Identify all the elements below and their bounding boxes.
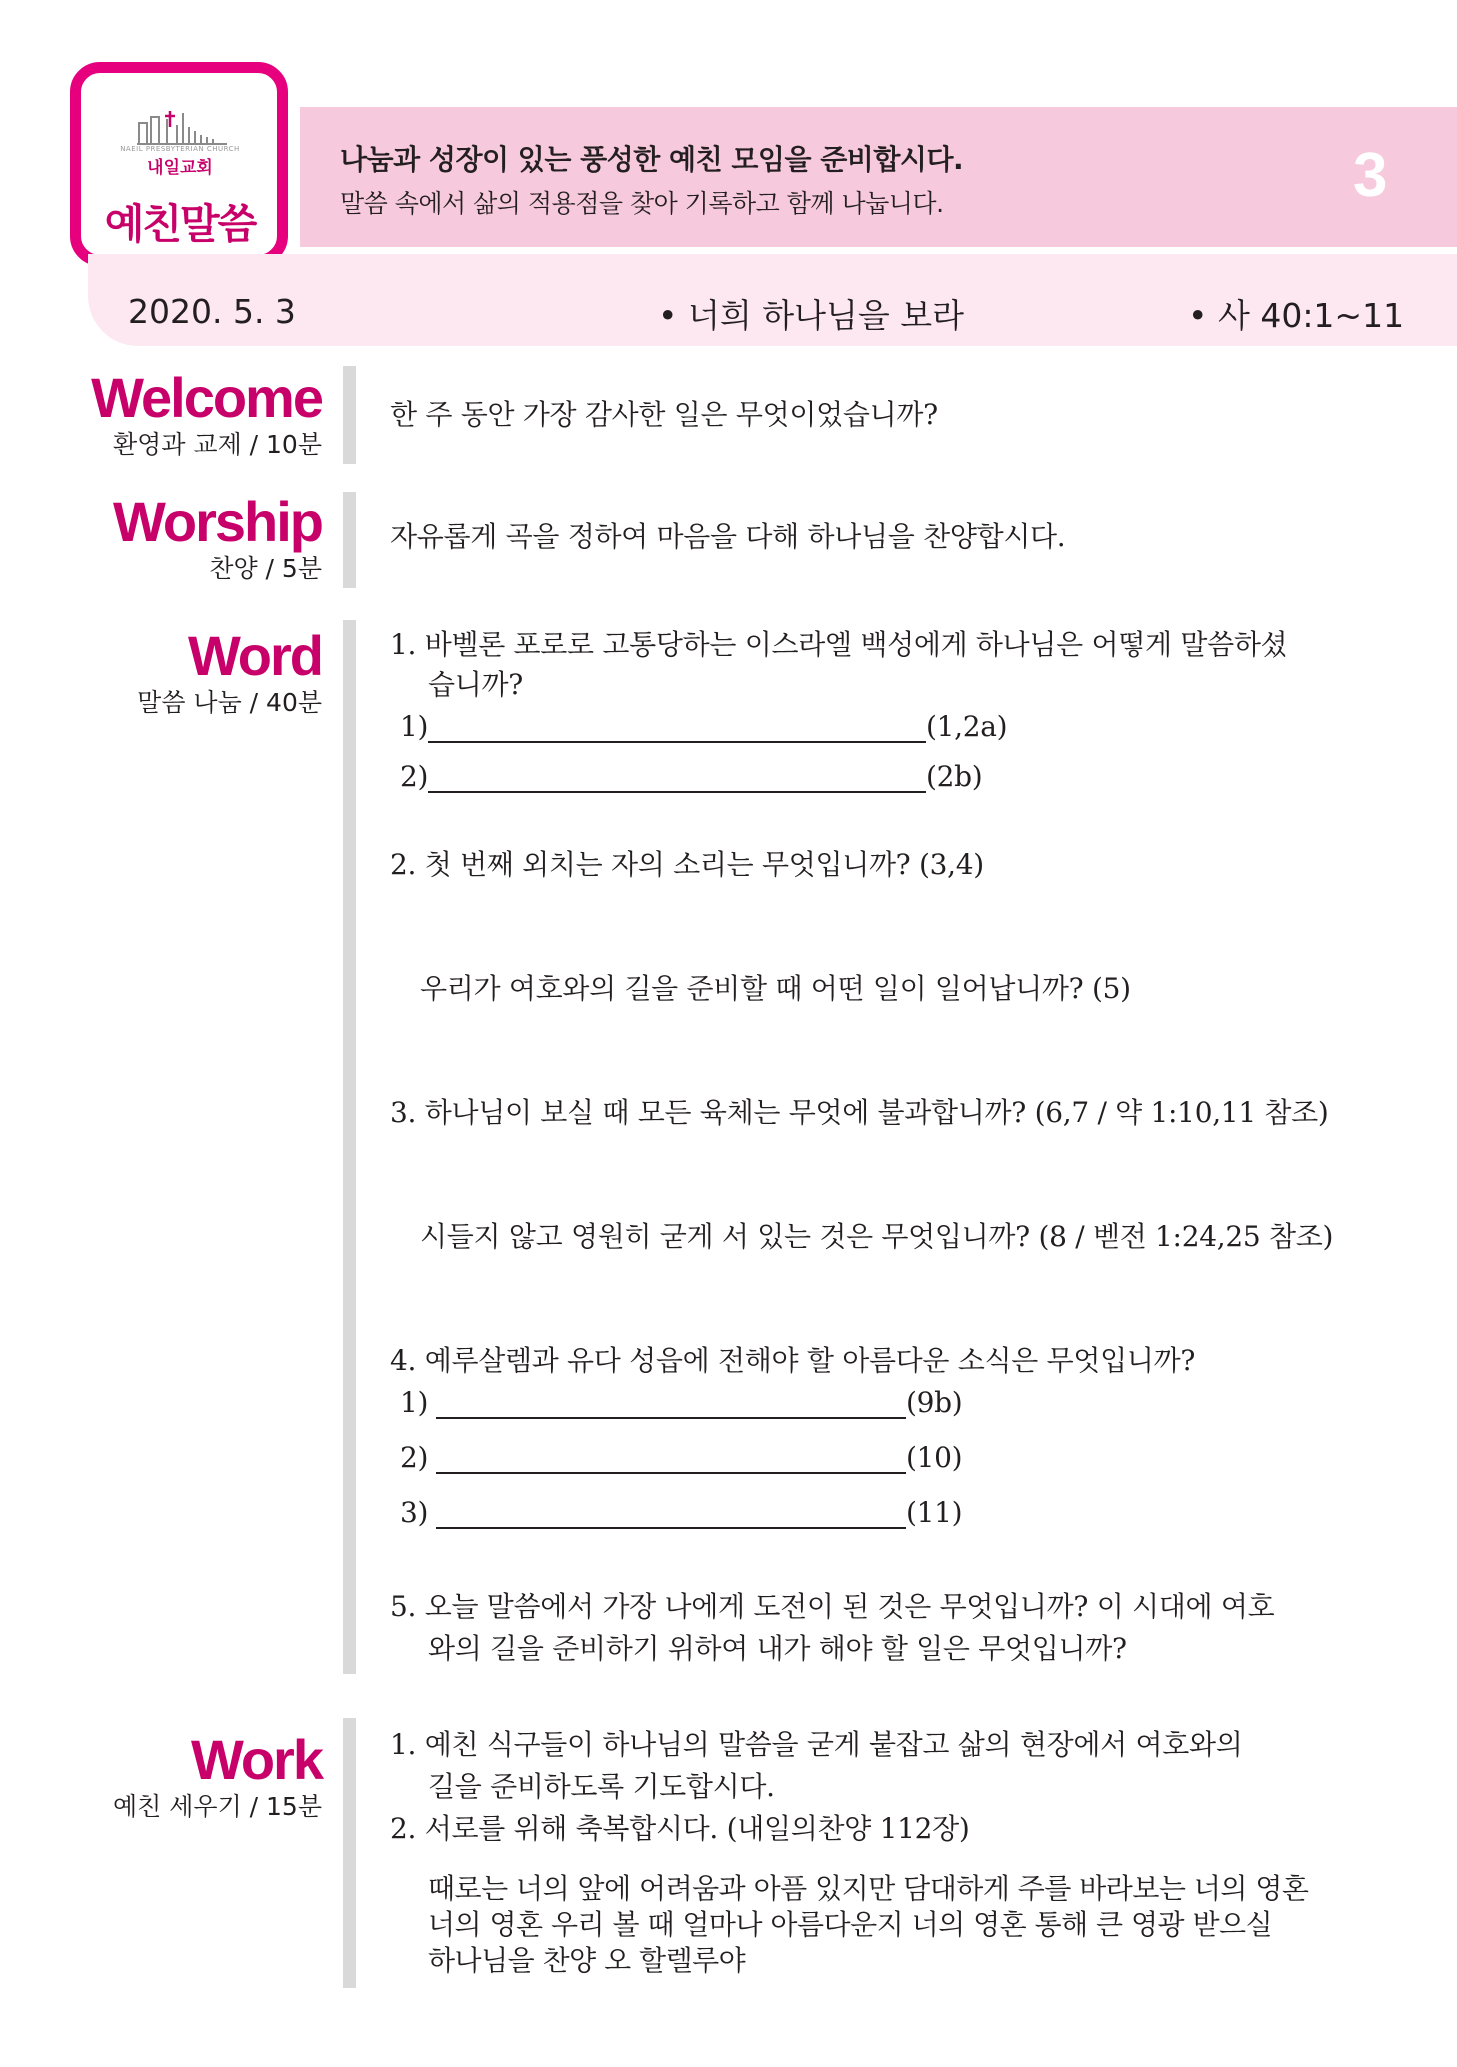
work-divider [343, 1718, 356, 1988]
question-1: 1. 바벨론 포로로 고통당하는 이스라엘 백성에게 하나님은 어떻게 말씀하셨 [390, 628, 1288, 661]
q1-answer-2-label: 2) [400, 760, 429, 793]
hymn-lyrics-3: 하나님을 찬양 오 할렐루야 [428, 1944, 746, 1977]
q1-answer-1-blank[interactable] [428, 741, 926, 743]
q4-answer-1-label: 1) [400, 1386, 429, 1419]
worship-instruction: 자유롭게 곡을 정하여 마음을 다해 하나님을 찬양합시다. [390, 520, 1066, 553]
welcome-question: 한 주 동안 가장 감사한 일은 무엇이었습니까? [390, 398, 938, 431]
header-subline: 말씀 속에서 삶의 적용점을 찾아 기록하고 함께 나눕니다. [340, 189, 944, 218]
q4-answer-1-blank[interactable] [436, 1417, 906, 1419]
logo-english-name: NAEIL PRESBYTERIAN CHURCH [120, 145, 240, 153]
q4-answer-2-blank[interactable] [436, 1472, 906, 1474]
header-headline: 나눔과 성장이 있는 풍성한 예친 모임을 준비합시다. [340, 143, 964, 176]
question-4: 4. 예루살렘과 유다 성읍에 전해야 할 아름다운 소식은 무엇입니까? [390, 1344, 1196, 1377]
logo-church-name: 내일교회 [147, 158, 213, 178]
q4-answer-2-label: 2) [400, 1441, 429, 1474]
worship-divider [343, 492, 356, 588]
skyline-icon [137, 109, 227, 145]
question-2-sub: 우리가 여호와의 길을 준비할 때 어떤 일이 일어납니까? (5) [420, 972, 1131, 1005]
hymn-lyrics-1: 때로는 너의 앞에 어려움과 아픔 있지만 담대하게 주를 바라보는 너의 영혼 [428, 1872, 1309, 1905]
page-number: 3 [1353, 141, 1388, 210]
question-3: 3. 하나님이 보실 때 모든 육체는 무엇에 불과합니까? (6,7 / 약 1:10,11 참조) [390, 1096, 1329, 1129]
question-3-sub: 시들지 않고 영원히 굳게 서 있는 것은 무엇입니까? (8 / 벧전 1:24,25 참조) [420, 1220, 1334, 1253]
q1-answer-2-blank[interactable] [428, 791, 926, 793]
hymn-lyrics-2: 너의 영혼 우리 볼 때 얼마나 아름다운지 너의 영혼 통해 큰 영광 받으실 [428, 1908, 1273, 1941]
work-item-2: 2. 서로를 위해 축복합시다. (내일의찬양 112장) [390, 1812, 970, 1845]
q4-answer-3-label: 3) [400, 1496, 429, 1529]
work-item-1-cont: 길을 준비하도록 기도합시다. [428, 1770, 775, 1803]
q1-answer-1-label: 1) [400, 710, 429, 743]
scripture-reference: • 사 40:1~11 [1188, 296, 1405, 335]
worship-subtitle: 찬양 / 5분 [209, 554, 322, 583]
question-1-cont: 습니까? [428, 668, 523, 701]
q4-answer-3-blank[interactable] [436, 1527, 906, 1529]
question-5-cont: 와의 길을 준비하기 위하여 내가 해야 할 일은 무엇입니까? [428, 1632, 1127, 1665]
q4-answer-3-ref: (11) [906, 1496, 963, 1529]
work-item-1: 1. 예친 식구들이 하나님의 말씀을 굳게 붙잡고 삶의 현장에서 여호와의 [390, 1728, 1243, 1761]
welcome-title: Welcome [91, 366, 322, 429]
word-divider [343, 620, 356, 1674]
sermon-date: 2020. 5. 3 [128, 292, 296, 331]
work-subtitle: 예친 세우기 / 15분 [113, 1792, 322, 1821]
q4-answer-1-ref: (9b) [906, 1386, 963, 1419]
church-logo [70, 62, 288, 266]
q4-answer-2-ref: (10) [906, 1441, 963, 1474]
sermon-title: • 너희 하나님을 보라 [658, 296, 964, 335]
question-5: 5. 오늘 말씀에서 가장 나에게 도전이 된 것은 무엇입니까? 이 시대에 여호 [390, 1590, 1275, 1623]
welcome-divider [343, 366, 356, 464]
logo-title: 예친말씀 [104, 200, 256, 248]
question-2: 2. 첫 번째 외치는 자의 소리는 무엇입니까? (3,4) [390, 848, 984, 881]
work-title: Work [191, 1728, 322, 1791]
word-title: Word [187, 624, 322, 687]
q1-answer-2-ref: (2b) [926, 760, 983, 793]
q1-answer-1-ref: (1,2a) [926, 710, 1008, 743]
welcome-subtitle: 환영과 교제 / 10분 [113, 430, 322, 459]
word-subtitle: 말씀 나눔 / 40분 [137, 688, 322, 717]
worship-title: Worship [113, 490, 322, 553]
